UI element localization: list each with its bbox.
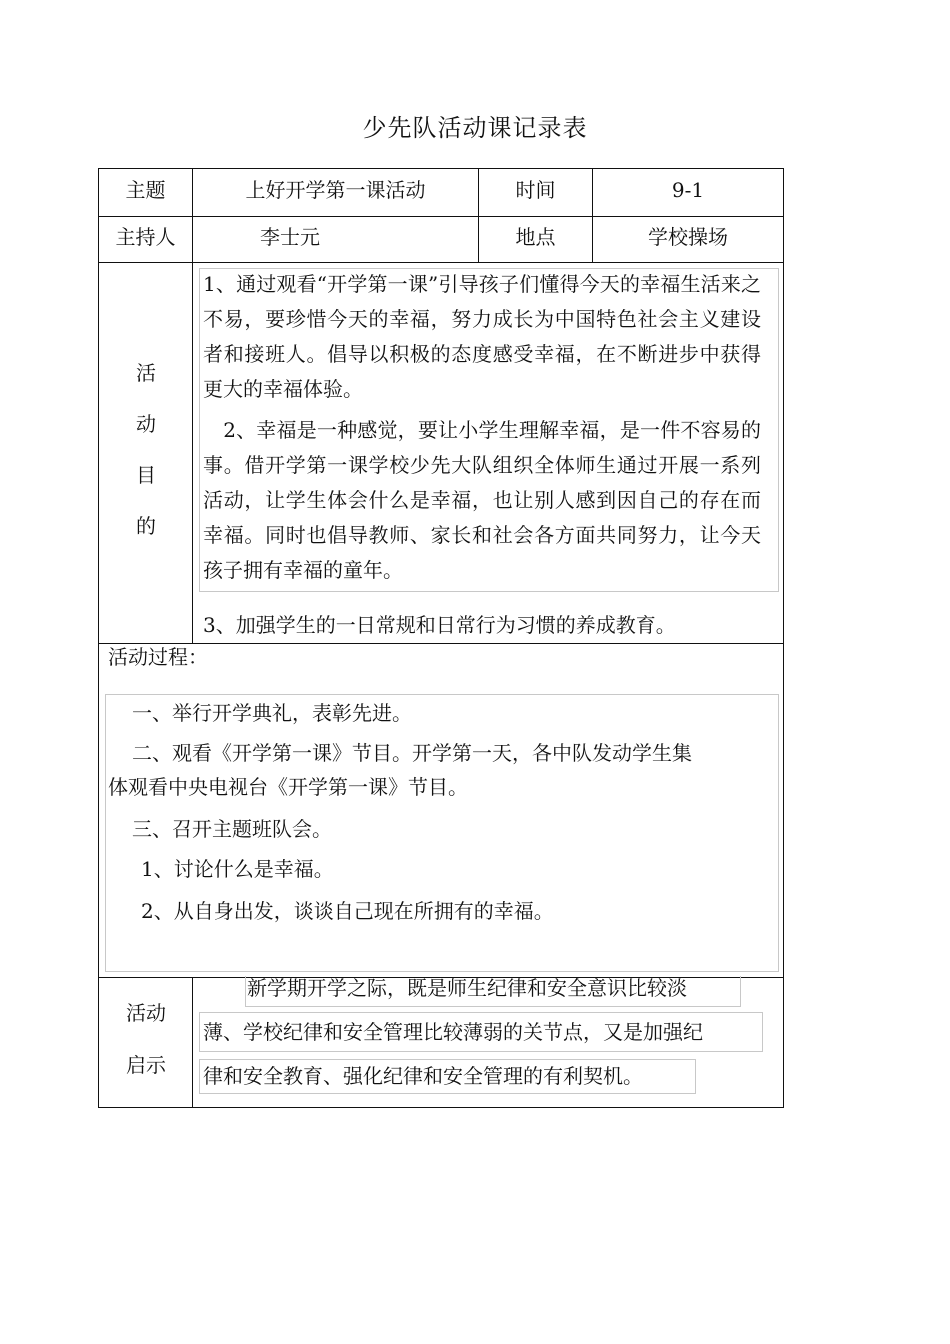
process-sub-item-1: 1、讨论什么是幸福。 [141,857,334,881]
place-value: 学校操场 [648,225,728,249]
time-value: 9-1 [671,178,705,202]
time-label: 时间 [515,178,556,202]
insight-line-3: 律和安全教育、强化纪律和安全管理的有利契机。 [203,1064,643,1088]
table-border-bottom [98,1107,784,1108]
place-label: 地点 [515,225,556,249]
process-item-2-line-1: 二、观看《开学第一课》节目。开学第一天，各中队发动学生集 [132,741,692,765]
table-border-right [783,168,784,1108]
insight-label-line-1: 活动 [126,1001,166,1025]
insight-line-1: 新学期开学之际，既是师生纪律和安全意识比较淡 [247,976,687,1000]
insight-line-2: 薄、学校纪律和安全管理比较薄弱的关节点，又是加强纪 [203,1020,703,1044]
table-border-left [98,168,99,1108]
col-divider-4 [192,977,193,1107]
purpose-paragraph-2: 2、幸福是一种感觉，要让小学生理解幸福，是一件不容易的事。借开学第一课学校少先大队组织全体师生通过开展一系列活动，让学生体会什么是幸福，也让别人感到因自己的存在而幸福。同时也倡导教师、家长和社会各方面共同努力，让今天孩子拥有幸福的童年。 [203,418,761,582]
purpose-label-char-4: 的 [136,514,156,538]
purpose-label-char-3: 目 [136,463,156,487]
page-title: 少先队活动课记录表 [362,114,588,142]
topic-value: 上好开学第一课活动 [245,178,426,202]
insight-label-line-2: 启示 [126,1053,166,1077]
purpose-paragraph-1: 1、通过观看“开学第一课”引导孩子们懂得今天的幸福生活来之不易，要珍惜今天的幸福，努力成长为中国特色社会主义建设者和接班人。倡导以积极的态度感受幸福，在不断进步中获得更大的幸福体验。 [203,272,761,401]
purpose-label-char-1: 活 [136,361,156,385]
row-divider-2 [98,262,784,263]
process-item-3: 三、召开主题班队会。 [132,817,332,841]
host-value: 李士元 [260,225,320,249]
process-label: 活动过程： [108,645,208,669]
topic-label: 主题 [125,178,166,202]
process-item-1: 一、举行开学典礼，表彰先进。 [132,701,412,725]
process-item-2-line-2: 体观看中央电视台《开学第一课》节目。 [108,775,468,799]
col-divider-1 [192,168,193,643]
purpose-label-char-2: 动 [136,412,156,436]
row-divider-1 [98,216,784,217]
row-divider-3 [98,643,784,644]
process-sub-item-2: 2、从自身出发，谈谈自己现在所拥有的幸福。 [141,899,554,923]
table-border-top [98,168,784,169]
purpose-paragraph-3: 3、加强学生的一日常规和日常行为习惯的养成教育。 [203,613,676,637]
host-label: 主持人 [115,225,176,249]
